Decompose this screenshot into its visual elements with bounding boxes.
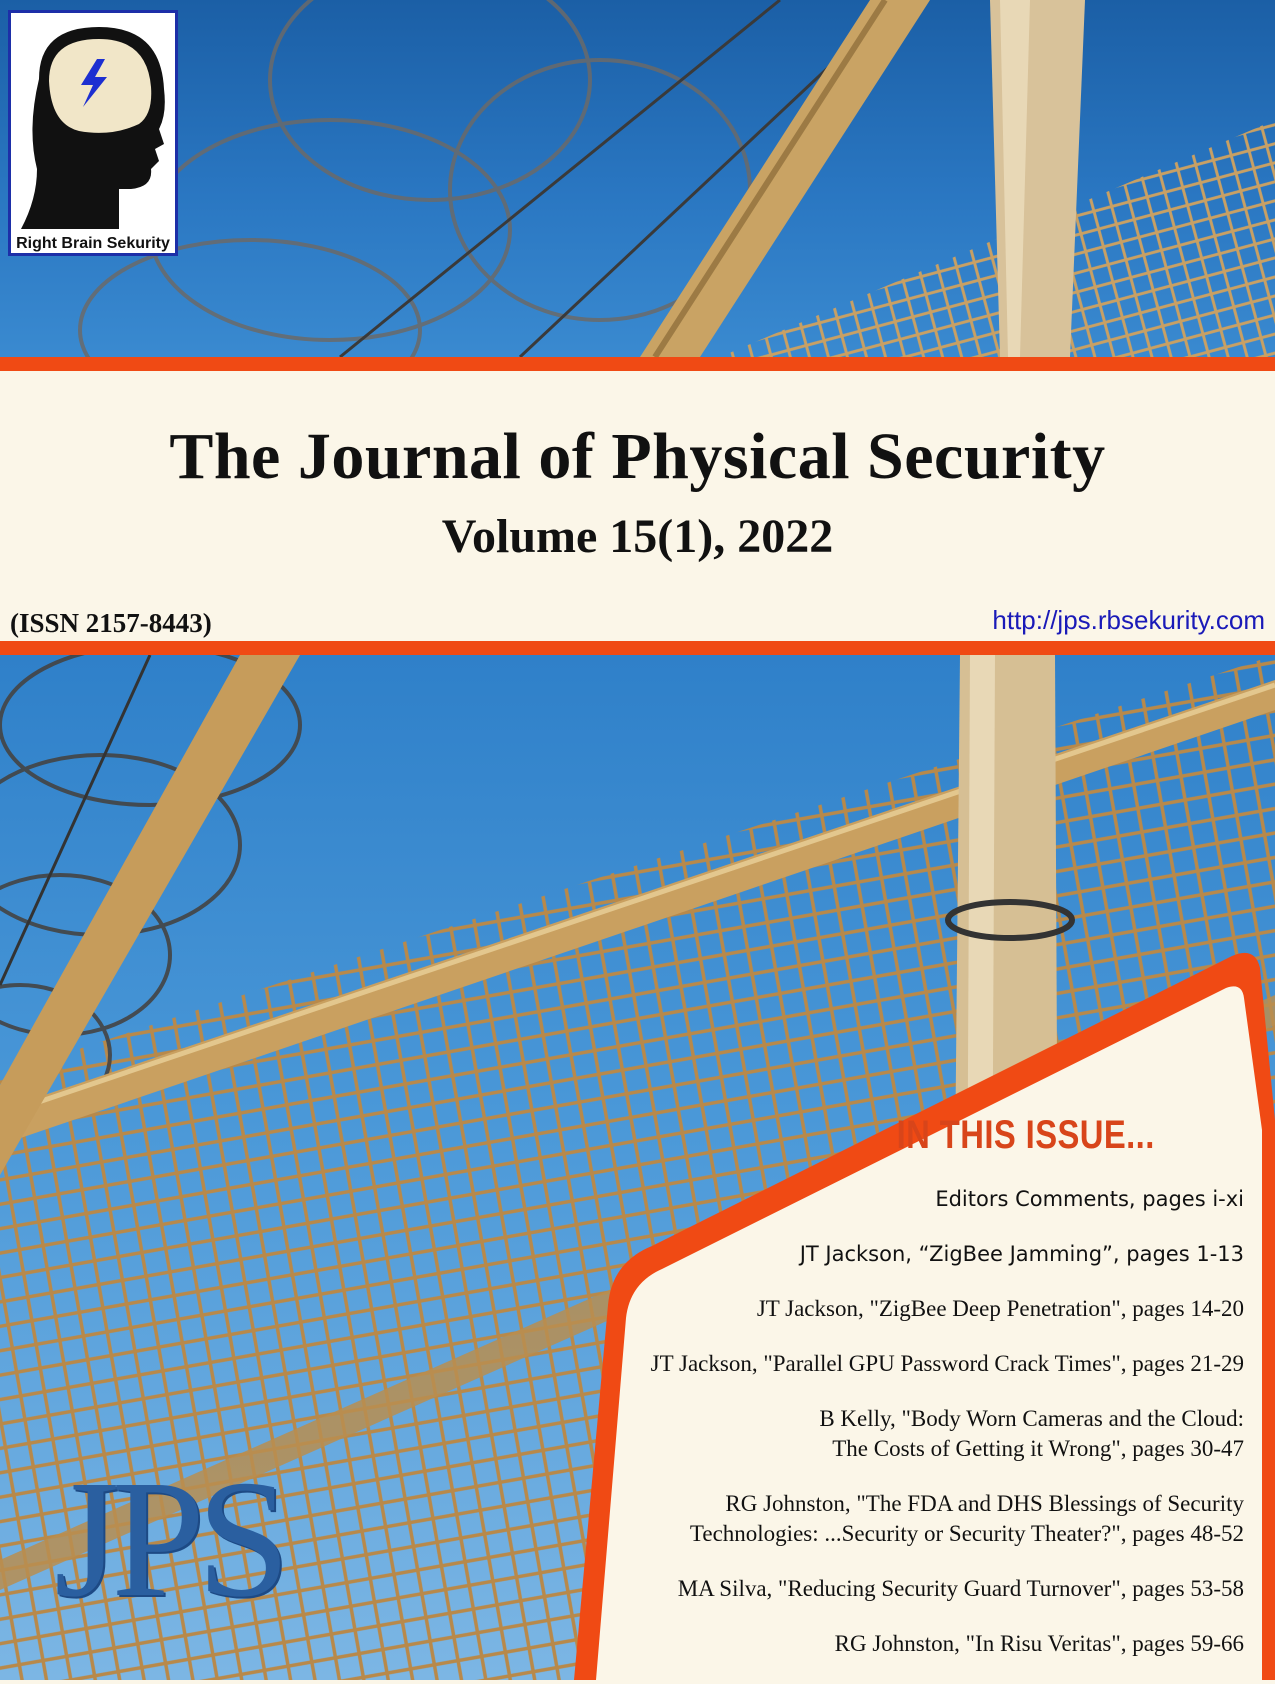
table-of-contents [584, 1184, 1244, 1684]
toc-line: JT Jackson, "Parallel GPU Password Crack Times", pages 21-29 [650, 1351, 1244, 1376]
journal-title: The Journal of Physical Security [169, 420, 1106, 493]
logo-caption: Right Brain Sekurity [16, 235, 170, 252]
toc-line: Editors Comments, pages i-xi [935, 1187, 1244, 1211]
journal-url-link[interactable]: http://jps.rbsekurity.com [992, 605, 1265, 635]
toc-item-parallel-gpu[interactable] [584, 1349, 1244, 1379]
issn-label: (ISSN 2157-8443) [10, 608, 212, 638]
in-this-issue-heading: IN THIS ISSUE... [896, 1113, 1155, 1157]
toc-item-zigbee-deep-penetration[interactable] [584, 1294, 1244, 1324]
volume-label: Volume 15(1), 2022 [441, 510, 834, 563]
toc-line: RG Johnston, "In Risu Veritas", pages 59-66 [834, 1631, 1244, 1656]
toc-item-in-risu-veritas[interactable] [584, 1629, 1244, 1659]
toc-item-zigbee-jamming[interactable] [584, 1239, 1244, 1269]
toc-line: RG Johnston, "The FDA and DHS Blessings of Security [725, 1491, 1244, 1516]
toc-line: JT Jackson, “ZigBee Jamming”, pages 1-13 [799, 1242, 1244, 1266]
toc-line: JT Jackson, "ZigBee Deep Penetration", pages 14-20 [756, 1296, 1244, 1321]
toc-item-editors-comments[interactable] [584, 1184, 1244, 1214]
toc-line: MA Silva, "Reducing Security Guard Turnover", pages 53-58 [677, 1576, 1244, 1601]
toc-line: Technologies: ...Security or Security Theater?", pages 48-52 [689, 1521, 1244, 1546]
toc-item-body-worn-cameras[interactable] [584, 1404, 1244, 1464]
toc-line: B Kelly, "Body Worn Cameras and the Cloud: [819, 1406, 1244, 1431]
toc-line: The Costs of Getting it Wrong", pages 30-47 [832, 1436, 1244, 1461]
jps-wordmark: JPS [54, 1446, 283, 1632]
toc-item-fda-dhs-blessings[interactable] [584, 1489, 1244, 1549]
toc-item-security-guard-turnover[interactable] [584, 1574, 1244, 1604]
